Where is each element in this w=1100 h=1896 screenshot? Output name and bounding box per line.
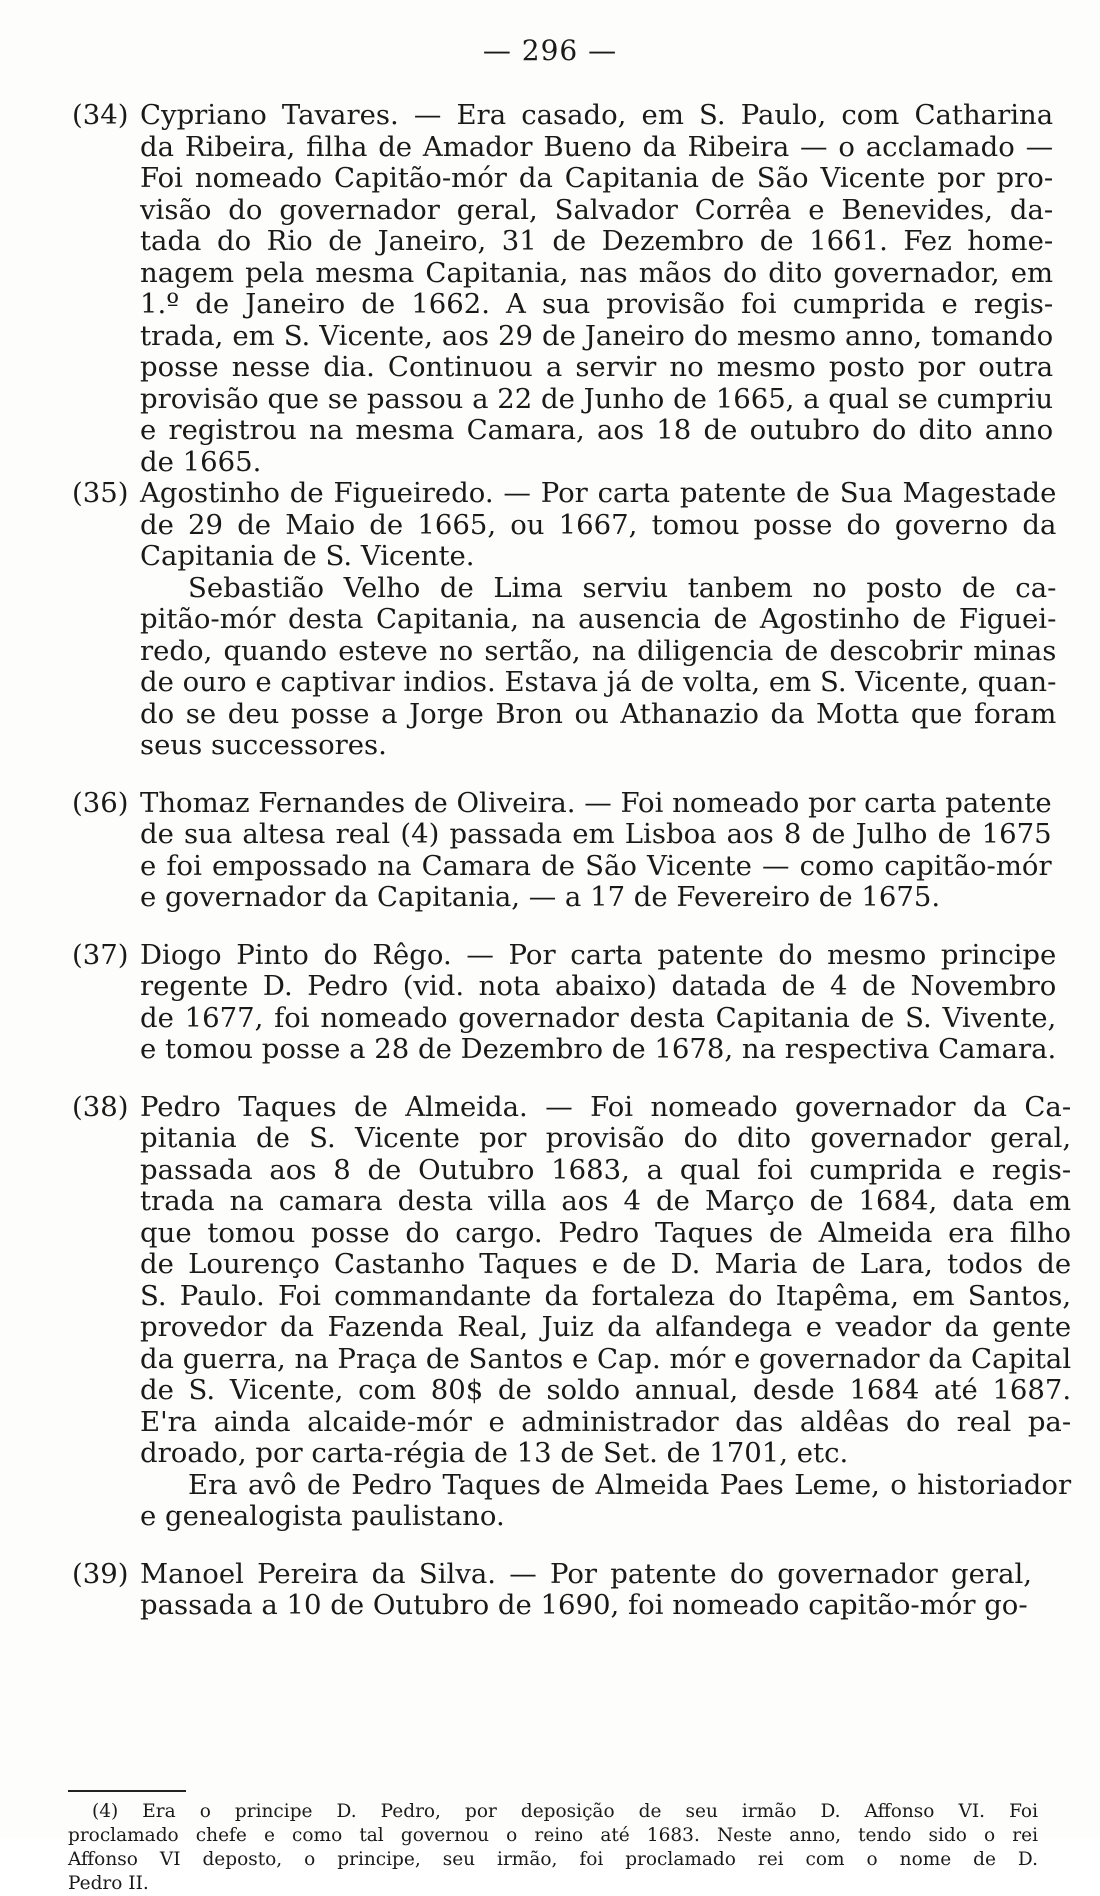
entry-text <box>140 1559 1032 1622</box>
footnote-line: proclamado chefe e como tal governou o reino até 1683. Neste anno, tendo sido o rei <box>68 1825 1038 1846</box>
text-line: Thomaz Fernandes de Oliveira. — Foi nomeado por carta patente <box>140 786 1052 819</box>
entry <box>72 786 1052 914</box>
entry-text <box>140 100 1053 478</box>
text-line: de 1665. <box>140 445 262 478</box>
text-line: redo, quando esteve no sertão, na diligencia de descobrir minas <box>140 634 1057 667</box>
entry <box>72 1090 1072 1533</box>
entry-number: (37) <box>72 938 129 971</box>
entry-number: (34) <box>72 99 129 131</box>
text-line: Cypriano Tavares. — Era casado, em S. Paulo, com Catharina <box>140 99 1054 131</box>
text-line: 1.º de Janeiro de 1662. A sua provisão foi cumprida e regis- <box>140 288 1054 320</box>
text-line: Manoel Pereira da Silva. — Por patente do governador geral, <box>140 1557 1032 1590</box>
text-line: Era avô de Pedro Taques de Almeida Paes Leme, o historiador <box>188 1468 1072 1501</box>
entry <box>72 477 1057 762</box>
text-line: Sebastião Velho de Lima serviu tanbem no posto de ca- <box>188 571 1057 604</box>
text-line: e registrou na mesma Camara, aos 18 de outubro do dito anno <box>140 414 1054 446</box>
text-line: visão do governador geral, Salvador Corrêa e Benevides, da- <box>140 193 1054 226</box>
text-line: passada a 10 de Outubro de 1690, foi nomeado capitão-mór go- <box>140 1589 1028 1621</box>
text-line: e foi empossado na Camara de São Vicente — como capitão-mór <box>140 849 1052 882</box>
footnote-line: Pedro II. <box>68 1873 149 1894</box>
text-line: seus successores. <box>140 729 387 761</box>
entry-text <box>140 478 1056 762</box>
text-line: Agostinho de Figueiredo. — Por carta patente de Sua Magestade <box>140 477 1057 509</box>
text-line: posse nesse dia. Continuou a servir no mesmo posto por outra <box>140 351 1054 383</box>
page-number: — 296 — <box>482 34 618 67</box>
entry-text <box>140 1092 1071 1533</box>
entry-number: (38) <box>72 1090 129 1123</box>
text-line: Pedro Taques de Almeida. — Foi nomeado governador da Ca- <box>140 1090 1072 1123</box>
text-line: de S. Vicente, com 80$ de soldo annual, desde 1684 até 1687. <box>140 1374 1072 1406</box>
entry-number: (39) <box>72 1557 129 1590</box>
text-line: tada do Rio de Janeiro, 31 de Dezembro de 1661. Fez home- <box>140 225 1054 257</box>
entry-text <box>140 940 1056 1066</box>
text-line: de 1677, foi nomeado governador desta Capitania de S. Vivente, <box>140 1001 1057 1034</box>
text-line: de ouro e captivar indios. Estava já de volta, em S. Vicente, quan- <box>140 666 1057 698</box>
footnote-line: (4) Era o principe D. Pedro, por deposição de seu irmão D. Affonso VI. Foi <box>92 1801 1038 1822</box>
entry-number: (35) <box>72 477 129 509</box>
text-line: de Lourenço Castanho Taques e de D. Maria de Lara, todos de <box>140 1248 1072 1280</box>
text-line: E'ra ainda alcaide-mór e administrador das aldêas do real pa- <box>140 1405 1072 1438</box>
entry <box>72 938 1057 1066</box>
footnote-rule <box>68 1790 186 1792</box>
text-line: que tomou posse do cargo. Pedro Taques de Almeida era filho <box>140 1216 1072 1249</box>
entry <box>72 1559 1032 1622</box>
text-line: regente D. Pedro (vid. nota abaixo) datada de 4 de Novembro <box>140 970 1057 1002</box>
footnote-line: Affonso VI deposto, o principe, seu irmão, foi proclamado rei com o nome de D. <box>68 1849 1038 1870</box>
text-line: Foi nomeado Capitão-mór da Capitania de São Vicente por pro- <box>140 162 1054 194</box>
text-line: trada, em S. Vicente, aos 29 de Janeiro do mesmo anno, tomando <box>140 319 1054 352</box>
text-line: pitania de S. Vicente por provisão do dito governador geral, <box>140 1122 1072 1154</box>
text-line: e genealogista paulistano. <box>140 1500 505 1532</box>
text-line: Diogo Pinto do Rêgo. — Por carta patente do mesmo principe <box>140 938 1057 971</box>
entry-number: (36) <box>72 786 129 819</box>
text-line: pitão-mór desta Capitania, na ausencia de Agostinho de Figuei- <box>140 603 1057 635</box>
text-line: provedor da Fazenda Real, Juiz da alfandega e veador da gente <box>140 1311 1072 1343</box>
text-line: S. Paulo. Foi commandante da fortaleza do Itapêma, em Santos, <box>140 1279 1072 1312</box>
text-line: do se deu posse a Jorge Bron ou Athanazio da Motta que foram <box>140 697 1057 730</box>
text-line: passada aos 8 de Outubro 1683, a qual foi cumprida e regis- <box>140 1153 1072 1186</box>
entry <box>72 99 1054 478</box>
text-line: da Ribeira, filha de Amador Bueno da Ribeira — o acclamado — <box>140 130 1054 163</box>
text-line: nagem pela mesma Capitania, nas mãos do dito governador, em <box>140 256 1054 289</box>
text-line: e tomou posse a 28 de Dezembro de 1678, na respectiva Camara. <box>140 1033 1057 1065</box>
text-line: provisão que se passou a 22 de Junho de 1665, a qual se cumpriu <box>140 382 1054 415</box>
body-text <box>72 99 1072 1622</box>
footnote <box>68 1800 1038 1896</box>
text-line: de sua altesa real (4) passada em Lisboa aos 8 de Julho de 1675 <box>140 818 1052 850</box>
text-line: trada na camara desta villa aos 4 de Março de 1684, data em <box>140 1185 1072 1217</box>
text-line: droado, por carta-régia de 13 de Set. de 1701, etc. <box>140 1437 849 1469</box>
text-line: e governador da Capitania, — a 17 de Fevereiro de 1675. <box>140 881 941 913</box>
text-line: Capitania de S. Vicente. <box>140 540 475 572</box>
text-line: da guerra, na Praça de Santos e Cap. mór e governador da Capital <box>140 1342 1072 1375</box>
entry-text <box>140 788 1052 914</box>
text-line: de 29 de Maio de 1665, ou 1667, tomou posse do governo da <box>140 508 1057 541</box>
